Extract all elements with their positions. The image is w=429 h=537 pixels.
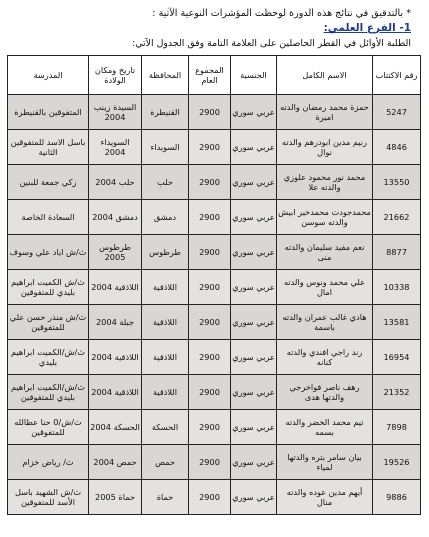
cell-nationality: عربي سوري <box>231 270 277 305</box>
cell-school: ث/ رياض خزام <box>8 445 89 480</box>
section-title: 1- الفرع العلمي: <box>323 22 411 34</box>
cell-nationality: عربي سوري <box>231 165 277 200</box>
cell-school: ث/ش الشهيد باسل الأسد للمتفوقين <box>8 480 89 515</box>
cell-governorate: السويداء <box>142 130 189 165</box>
table-row <box>8 270 421 305</box>
cell-name: بيان سامر بتره والدتها لمياء <box>277 445 373 480</box>
top-students-table <box>7 55 421 515</box>
cell-reg-no: 13550 <box>373 165 421 200</box>
cell-nationality: عربي سوري <box>231 200 277 235</box>
cell-total: 2900 <box>189 410 231 445</box>
cell-name: هادي غالب عمران والدته باسمة <box>277 305 373 340</box>
table-row <box>8 410 421 445</box>
cell-total: 2900 <box>189 130 231 165</box>
cell-nationality: عربي سوري <box>231 340 277 375</box>
cell-reg-no: 19526 <box>373 445 421 480</box>
cell-school: ث/ش منذر حسن علي للمتفوقين <box>8 305 89 340</box>
table-row <box>8 130 421 165</box>
col-header-name: الاسم الكامل <box>277 56 373 95</box>
cell-school: ث/ش اياد علي وسوف <box>8 235 89 270</box>
cell-birth: جبلة 2004 <box>89 305 142 340</box>
cell-nationality: عربي سوري <box>231 235 277 270</box>
cell-birth: دمشق 2004 <box>89 200 142 235</box>
cell-birth: طرطوس 2005 <box>89 235 142 270</box>
cell-birth: حلب 2004 <box>89 165 142 200</box>
cell-governorate: الحسكة <box>142 410 189 445</box>
cell-governorate: اللاذقية <box>142 270 189 305</box>
table-body <box>8 95 421 515</box>
col-header-total: المجموع العام <box>189 56 231 95</box>
cell-nationality: عربي سوري <box>231 480 277 515</box>
table-row <box>8 480 421 515</box>
cell-total: 2900 <box>189 235 231 270</box>
cell-birth: اللاذقية 2004 <box>89 375 142 410</box>
cell-reg-no: 8877 <box>373 235 421 270</box>
cell-total: 2900 <box>189 165 231 200</box>
cell-total: 2900 <box>189 445 231 480</box>
table-row <box>8 200 421 235</box>
cell-reg-no: 9886 <box>373 480 421 515</box>
cell-name: نعم مفيد سليمان والدته منى <box>277 235 373 270</box>
cell-governorate: حمص <box>142 445 189 480</box>
cell-name: محمدجودت محمدخير ابيش والدته سوسن <box>277 200 373 235</box>
col-header-governorate: المحافظة <box>142 56 189 95</box>
cell-total: 2900 <box>189 480 231 515</box>
cell-nationality: عربي سوري <box>231 305 277 340</box>
cell-name: رند راجي افندي والدته كنانه <box>277 340 373 375</box>
cell-total: 2900 <box>189 270 231 305</box>
cell-reg-no: 16954 <box>373 340 421 375</box>
cell-name: أيهم مدين عوده والدته منال <box>277 480 373 515</box>
cell-school: ث/ش الكميت ابراهيم بليدي للمتفوقين <box>8 270 89 305</box>
table-row <box>8 235 421 270</box>
table-header-row <box>8 56 421 95</box>
cell-nationality: عربي سوري <box>231 410 277 445</box>
col-header-nationality: الجنسية <box>231 56 277 95</box>
cell-total: 2900 <box>189 305 231 340</box>
cell-name: محمد نور محمود علوزي والدته علا <box>277 165 373 200</box>
cell-birth: اللاذقية 2004 <box>89 340 142 375</box>
cell-total: 2900 <box>189 340 231 375</box>
table-row <box>8 445 421 480</box>
cell-reg-no: 4846 <box>373 130 421 165</box>
cell-total: 2900 <box>189 200 231 235</box>
cell-birth: السويداء 2004 <box>89 130 142 165</box>
table-row <box>8 95 421 130</box>
cell-school: ث/ش/0 حنا عطالله للمتفوقين <box>8 410 89 445</box>
cell-birth: حمص 2004 <box>89 445 142 480</box>
cell-reg-no: 21352 <box>373 375 421 410</box>
table-caption: الطلبة الأوائل في القطر الحاصلين على العلامة التامة وفق الجدول الآتي: <box>132 38 411 49</box>
cell-governorate: طرطوس <box>142 235 189 270</box>
cell-name: رنيم مدين ابودرهم والدته نوال <box>277 130 373 165</box>
cell-governorate: اللاذقية <box>142 340 189 375</box>
cell-governorate: دمشق <box>142 200 189 235</box>
intro-text: * بالتدقيق في نتائج هذه الدورة لوحظت المؤشرات النوعية الآتية : <box>152 8 411 19</box>
cell-birth: الحسكة 2004 <box>89 410 142 445</box>
cell-name: رهف ناصر فواخرجي والدتها هدى <box>277 375 373 410</box>
cell-nationality: عربي سوري <box>231 130 277 165</box>
col-header-birth: تاريخ ومكان الولادة <box>89 56 142 95</box>
table-row <box>8 375 421 410</box>
cell-reg-no: 10338 <box>373 270 421 305</box>
table-row <box>8 165 421 200</box>
cell-school: السعادة الخاصة <box>8 200 89 235</box>
cell-birth: حماة 2005 <box>89 480 142 515</box>
cell-name: تيم محمد الخضر والدته بسمه <box>277 410 373 445</box>
cell-nationality: عربي سوري <box>231 95 277 130</box>
table-row <box>8 305 421 340</box>
cell-school: المتفوقين بالقنيطرة <box>8 95 89 130</box>
cell-name: حمزة محمد رمضان والدته اميرة <box>277 95 373 130</box>
cell-birth: اللاذقية 2004 <box>89 270 142 305</box>
cell-school: باسل الاسد للمتفوقين الثانية <box>8 130 89 165</box>
cell-governorate: القنيطرة <box>142 95 189 130</box>
cell-reg-no: 5247 <box>373 95 421 130</box>
cell-total: 2900 <box>189 375 231 410</box>
col-header-school: المدرسة <box>8 56 89 95</box>
cell-governorate: حماة <box>142 480 189 515</box>
cell-governorate: اللاذقية <box>142 375 189 410</box>
cell-name: علي محمد ونوس والدته امال <box>277 270 373 305</box>
cell-reg-no: 21662 <box>373 200 421 235</box>
cell-nationality: عربي سوري <box>231 375 277 410</box>
cell-governorate: اللاذقية <box>142 305 189 340</box>
cell-reg-no: 7898 <box>373 410 421 445</box>
cell-governorate: حلب <box>142 165 189 200</box>
cell-school: ث/ش/الكميت ابراهيم بليدي <box>8 340 89 375</box>
cell-school: ث/ش/الكميت ابراهيم بليدي للمتفوقين <box>8 375 89 410</box>
cell-school: زكي جمعة للبنين <box>8 165 89 200</box>
cell-nationality: عربي سوري <box>231 445 277 480</box>
cell-reg-no: 13581 <box>373 305 421 340</box>
col-header-reg-no: رقم الاكتتاب <box>373 56 421 95</box>
cell-birth: السيدة زينب 2004 <box>89 95 142 130</box>
table-row <box>8 340 421 375</box>
cell-total: 2900 <box>189 95 231 130</box>
